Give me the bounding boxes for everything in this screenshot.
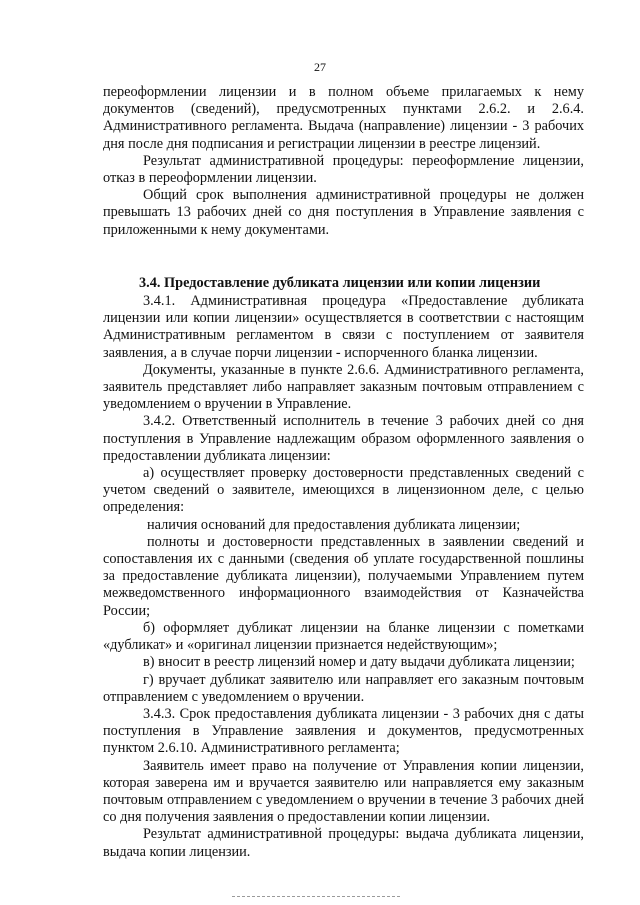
section-heading: 3.4. Предоставление дубликата лицензии или копии лицензии (139, 274, 541, 291)
list-item: наличия оснований для предоставления дубликата лицензии; (147, 516, 521, 533)
paragraph: 3.4.2. Ответственный исполнитель в течение 3 рабочих дней со дня поступления в Управление надлежащим образом оформленного заявления о предоставлении дубликата лицензии: (103, 413, 584, 464)
list-item: полноты и достоверности представленных в заявлении сведений и сопоставления их с данными (сведения об уплате государственной пошлины за предоставление дубликата лицензии), получаемыми Управлением путем межведомственного информационного взаимодействия от Казначейства России; (103, 533, 584, 619)
list-item: в) вносит в реестр лицензий номер и дату выдачи дубликата лицензии; (143, 654, 575, 671)
list-item: а) осуществляет проверку достоверности представленных сведений с учетом сведений о заявителе, имеющихся в лицензионном деле, с целью определения: (103, 465, 584, 516)
paragraph: Общий срок выполнения административной процедуры не должен превышать 13 рабочих дней со дня поступления в Управление заявления с приложенными к нему документами. (103, 187, 584, 238)
paragraph: Результат административной процедуры: выдача дубликата лицензии, выдача копии лицензии. (103, 826, 584, 860)
list-item: б) оформляет дубликат лицензии на бланке лицензии с пометками «дубликат» и «оригинал лицензии признается недействующим»; (103, 619, 584, 654)
paragraph: 3.4.1. Административная процедура «Предоставление дубликата лицензии или копии лицензии» осуществляется в соответствии с настоящим Административным регламентом в связи с поступлением от заявителя заявления, а в случае порчи лицензии - испорченного бланка лицензии. (103, 293, 584, 361)
paragraph: Заявитель имеет право на получение от Управления копии лицензии, которая заверена им и вручается заявителю или направляется ему заказным почтовым отправлением с уведомлением о вручении в течение 3 рабочих дней со дня получения заявления о предоставлении копии лицензии. (103, 757, 584, 826)
paragraph: 3.4.3. Срок предоставления дубликата лицензии - 3 рабочих дня с даты поступления в Управление заявления и документов, предусмотренных пунктом 2.6.10. Административного регламента; (103, 705, 584, 757)
page-body (103, 84, 584, 861)
section-spacer (103, 239, 584, 275)
footer-divider (232, 896, 400, 897)
list-item: г) вручает дубликат заявителю или направляет его заказным почтовым отправлением с уведомлением о вручении. (103, 671, 584, 705)
paragraph: Результат административной процедуры: переоформление лицензии, отказ в переоформлении лицензии. (103, 152, 584, 187)
page-number: 27 (314, 60, 326, 74)
paragraph: переоформлении лицензии и в полном объеме прилагаемых к нему документов (сведений), предусмотренных пунктами 2.6.2. и 2.6.4. Административного регламента. Выдача (направление) лицензии - 3 рабочих дня после дня подписания и регистрации лицензии в реестре лицензий. (103, 84, 584, 152)
paragraph: Документы, указанные в пункте 2.6.6. Административного регламента, заявитель представляет либо направляет заказным почтовым отправлением с уведомлением о вручении в Управление. (103, 361, 584, 413)
